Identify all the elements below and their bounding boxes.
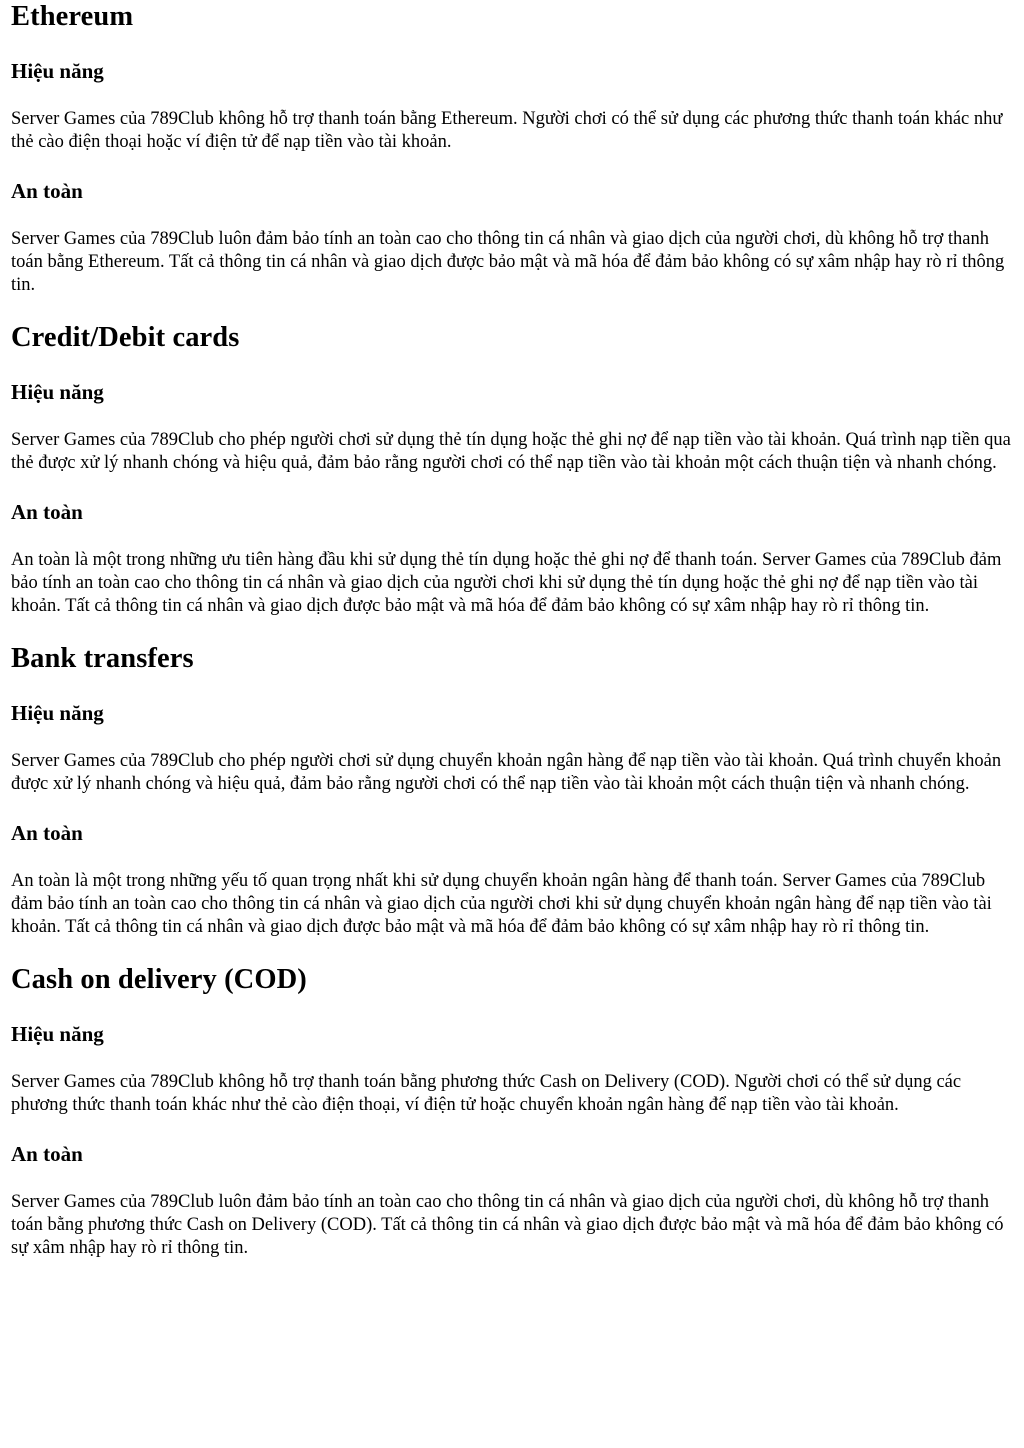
section-title: Ethereum bbox=[11, 1, 134, 32]
section-cash-on-delivery bbox=[11, 963, 1015, 1260]
section-title: Credit/Debit cards bbox=[11, 322, 240, 353]
performance-heading: Hiệu năng bbox=[11, 1022, 104, 1046]
safety-heading: An toàn bbox=[11, 1142, 83, 1166]
performance-paragraph: Server Games của 789Club không hỗ trợ thanh toán bằng Ethereum. Người chơi có thể sử dụng các phương thức thanh toán khác như thẻ cào điện thoại hoặc ví điện tử để nạp tiền vào tài khoản. bbox=[11, 109, 1003, 152]
performance-heading: Hiệu năng bbox=[11, 701, 104, 725]
safety-paragraph: An toàn là một trong những ưu tiên hàng đầu khi sử dụng thẻ tín dụng hoặc thẻ ghi nợ để thanh toán. Server Games của 789Club đảm bảo tính an toàn cao cho thông tin cá nhân và giao dịch của người chơi khi sử dụng thẻ tín dụng hoặc thẻ ghi nợ để nạp tiền vào tài khoản. Tất cả thông tin cá nhân và giao dịch được bảo mật và mã hóa để đảm bảo không có sự xâm nhập hay rò rỉ thông tin. bbox=[11, 550, 1002, 616]
section-title: Bank transfers bbox=[11, 643, 194, 674]
safety-heading: An toàn bbox=[11, 821, 83, 845]
safety-paragraph: Server Games của 789Club luôn đảm bảo tính an toàn cao cho thông tin cá nhân và giao dịch của người chơi, dù không hỗ trợ thanh toán bằng Ethereum. Tất cả thông tin cá nhân và giao dịch được bảo mật và mã hóa để đảm bảo không có sự xâm nhập hay rò rỉ thông tin. bbox=[11, 229, 1005, 295]
safety-paragraph: An toàn là một trong những yếu tố quan trọng nhất khi sử dụng chuyển khoản ngân hàng để thanh toán. Server Games của 789Club đảm bảo tính an toàn cao cho thông tin cá nhân và giao dịch của người chơi khi sử dụng chuyển khoản ngân hàng để nạp tiền vào tài khoản. Tất cả thông tin cá nhân và giao dịch được bảo mật và mã hóa để đảm bảo không có sự xâm nhập hay rò rỉ thông tin. bbox=[11, 871, 992, 937]
performance-heading: Hiệu năng bbox=[11, 59, 104, 83]
section-title: Cash on delivery (COD) bbox=[11, 964, 307, 995]
safety-paragraph: Server Games của 789Club luôn đảm bảo tính an toàn cao cho thông tin cá nhân và giao dịch của người chơi, dù không hỗ trợ thanh toán bằng phương thức Cash on Delivery (COD). Tất cả thông tin cá nhân và giao dịch được bảo mật và mã hóa để đảm bảo không có sự xâm nhập hay rò rỉ thông tin. bbox=[11, 1192, 1004, 1258]
performance-paragraph: Server Games của 789Club cho phép người chơi sử dụng thẻ tín dụng hoặc thẻ ghi nợ để nạp tiền vào tài khoản. Quá trình nạp tiền qua thẻ được xử lý nhanh chóng và hiệu quả, đảm bảo rằng người chơi có thể nạp tiền vào tài khoản một cách thuận tiện và nhanh chóng. bbox=[11, 430, 1011, 473]
safety-heading: An toàn bbox=[11, 500, 83, 524]
section-bank-transfers bbox=[11, 642, 1015, 939]
safety-heading: An toàn bbox=[11, 179, 83, 203]
performance-paragraph: Server Games của 789Club cho phép người chơi sử dụng chuyển khoản ngân hàng để nạp tiền vào tài khoản. Quá trình chuyển khoản được xử lý nhanh chóng và hiệu quả, đảm bảo rằng người chơi có thể nạp tiền vào tài khoản một cách thuận tiện và nhanh chóng. bbox=[11, 751, 1002, 794]
performance-heading: Hiệu năng bbox=[11, 380, 104, 404]
section-credit-debit-cards bbox=[11, 321, 1015, 618]
section-ethereum bbox=[11, 0, 1015, 297]
performance-paragraph: Server Games của 789Club không hỗ trợ thanh toán bằng phương thức Cash on Delivery (COD). Người chơi có thể sử dụng các phương thức thanh toán khác như thẻ cào điện thoại, ví điện tử hoặc chuyển khoản ngân hàng để nạp tiền vào tài khoản. bbox=[11, 1072, 962, 1115]
